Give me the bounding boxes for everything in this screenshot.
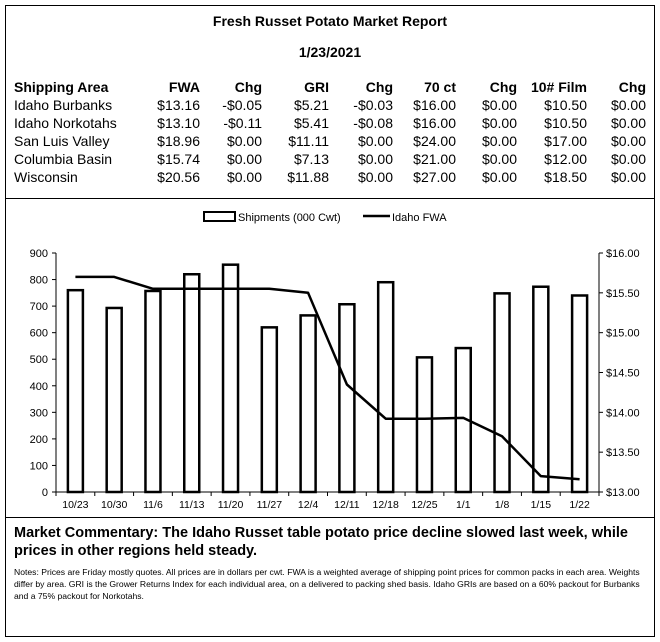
price-cell: $5.21 <box>293 97 329 113</box>
left-tick-label: 800 <box>29 274 48 287</box>
shipping-area-cell: Wisconsin <box>14 169 78 185</box>
price-cell: $0.00 <box>610 133 646 149</box>
left-tick-label: 700 <box>29 301 48 314</box>
left-tick-label: 900 <box>29 248 48 260</box>
x-tick-label: 11/6 <box>143 499 163 511</box>
report-title: Fresh Russet Potato Market Report <box>212 13 448 29</box>
price-cell: -$0.11 <box>223 115 262 131</box>
table-header-row <box>14 78 646 96</box>
price-cell: $16.00 <box>413 115 456 131</box>
shipment-bar <box>223 265 238 492</box>
legend-shipments-swatch <box>204 212 235 221</box>
left-tick-label: 100 <box>29 460 48 473</box>
price-cell: $0.00 <box>610 151 646 167</box>
shipment-bar <box>417 357 432 492</box>
x-tick-label: 12/4 <box>297 499 319 511</box>
shipment-bar <box>301 315 316 492</box>
price-cell: $21.00 <box>413 151 456 167</box>
price-cell: $0.00 <box>481 97 517 113</box>
shipment-bar <box>495 293 510 492</box>
column-header: Chg <box>234 79 262 95</box>
right-tick-label: $15.50 <box>606 287 640 300</box>
column-header: Chg <box>618 79 646 95</box>
x-tick-label: 12/25 <box>411 499 438 511</box>
left-tick-label: 400 <box>29 380 48 393</box>
price-cell: $0.00 <box>610 169 646 185</box>
price-cell: $10.50 <box>544 115 587 131</box>
price-cell: $0.00 <box>481 151 517 167</box>
x-tick-label: 11/13 <box>179 499 205 511</box>
shipment-bar <box>68 290 83 492</box>
table-row <box>14 96 646 114</box>
price-cell: $0.00 <box>481 133 517 149</box>
shipment-bar <box>533 287 548 492</box>
x-tick-label: 11/27 <box>256 499 283 511</box>
price-cell: $0.00 <box>357 133 393 149</box>
shipment-bar <box>262 327 277 492</box>
chart-panel <box>5 198 655 518</box>
table-row <box>14 150 646 168</box>
price-cell: -$0.03 <box>353 97 393 113</box>
price-cell: $13.10 <box>157 115 200 131</box>
table-row <box>14 132 646 150</box>
column-header: 10# Film <box>530 79 587 95</box>
x-tick-label: 12/11 <box>334 499 360 511</box>
left-tick-label: 500 <box>29 354 48 367</box>
shipment-bar <box>572 295 587 492</box>
price-cell: $0.00 <box>610 97 646 113</box>
price-cell: $0.00 <box>226 133 262 149</box>
notes: Notes: Prices are Friday mostly quotes. All prices are in dollars per cwt. FWA is a weighted average of shipping point prices for common packs in each area. Weights differ by area. GRI is the Grower Returns Index for each individual area, on a delivered to packing shed basis. Idaho GRIs are based on a 60% packout for Burbanks and a 75% packout for Norkotahs. <box>14 567 640 601</box>
price-cell: $11.88 <box>287 169 329 185</box>
price-cell: $27.00 <box>413 169 456 185</box>
table-row <box>14 114 646 132</box>
price-cell: $15.74 <box>157 151 200 167</box>
x-tick-label: 1/22 <box>569 499 590 511</box>
legend-fwa-label: Idaho FWA <box>392 212 447 224</box>
left-tick-label: 600 <box>29 327 48 340</box>
column-header: Chg <box>489 79 517 95</box>
column-header: GRI <box>304 79 329 95</box>
price-cell: $0.00 <box>481 115 517 131</box>
x-tick-label: 1/8 <box>494 499 510 511</box>
price-cell: $0.00 <box>226 169 262 185</box>
price-table <box>14 78 646 186</box>
price-cell: $12.00 <box>544 151 587 167</box>
right-tick-label: $15.00 <box>606 327 640 340</box>
table-row <box>14 168 646 186</box>
price-cell: $5.41 <box>293 115 329 131</box>
column-header: FWA <box>168 79 200 95</box>
price-cell: $0.00 <box>357 169 393 185</box>
price-cell: -$0.05 <box>222 97 262 113</box>
price-cell: $18.50 <box>544 169 587 185</box>
price-cell: $0.00 <box>226 151 262 167</box>
right-tick-label: $16.00 <box>606 248 640 260</box>
report-date: 1/23/2021 <box>298 44 362 60</box>
shipping-area-cell: San Luis Valley <box>14 133 110 149</box>
shipment-bar <box>339 304 354 492</box>
x-tick-label: 12/18 <box>372 499 399 511</box>
column-header: 70 ct <box>424 79 456 95</box>
x-tick-label: 10/23 <box>62 499 89 511</box>
x-tick-label: 11/20 <box>217 499 244 511</box>
right-tick-label: $13.50 <box>606 447 640 460</box>
price-cell: $0.00 <box>610 115 646 131</box>
price-cell: $20.56 <box>157 169 200 185</box>
price-cell: -$0.08 <box>353 115 393 131</box>
right-tick-label: $13.00 <box>606 487 640 499</box>
shipping-area-cell: Idaho Burbanks <box>14 97 113 113</box>
price-cell: $18.96 <box>157 133 200 149</box>
shipments-fwa-chart <box>5 199 655 517</box>
x-tick-label: 1/15 <box>530 499 552 511</box>
price-cell: $11.11 <box>288 133 329 149</box>
left-tick-label: 300 <box>29 407 48 420</box>
shipment-bar <box>184 274 199 492</box>
price-cell: $10.50 <box>544 97 587 113</box>
price-cell: $7.13 <box>293 151 329 167</box>
shipment-bar <box>378 282 393 492</box>
x-tick-label: 10/30 <box>101 499 128 511</box>
price-cell: $16.00 <box>413 97 456 113</box>
left-tick-label: 200 <box>29 433 48 446</box>
shipment-bar <box>145 291 160 492</box>
price-cell: $0.00 <box>481 169 517 185</box>
column-header: Shipping Area <box>14 79 109 95</box>
price-cell: $13.16 <box>157 97 200 113</box>
right-tick-label: $14.50 <box>606 367 640 380</box>
left-tick-label: 0 <box>41 487 48 499</box>
price-cell: $24.00 <box>413 133 456 149</box>
column-header: Chg <box>365 79 393 95</box>
shipment-bar <box>107 308 122 492</box>
x-tick-label: 1/1 <box>455 499 471 511</box>
price-cell: $0.00 <box>357 151 393 167</box>
market-commentary: Market Commentary: The Idaho Russet table potato price decline slowed last week, while prices in other regions held steady. <box>14 525 628 559</box>
shipping-area-cell: Idaho Norkotahs <box>14 115 117 131</box>
legend-shipments-label: Shipments (000 Cwt) <box>238 212 341 224</box>
right-tick-label: $14.00 <box>606 407 640 420</box>
price-cell: $17.00 <box>544 133 587 149</box>
shipping-area-cell: Columbia Basin <box>14 151 113 167</box>
